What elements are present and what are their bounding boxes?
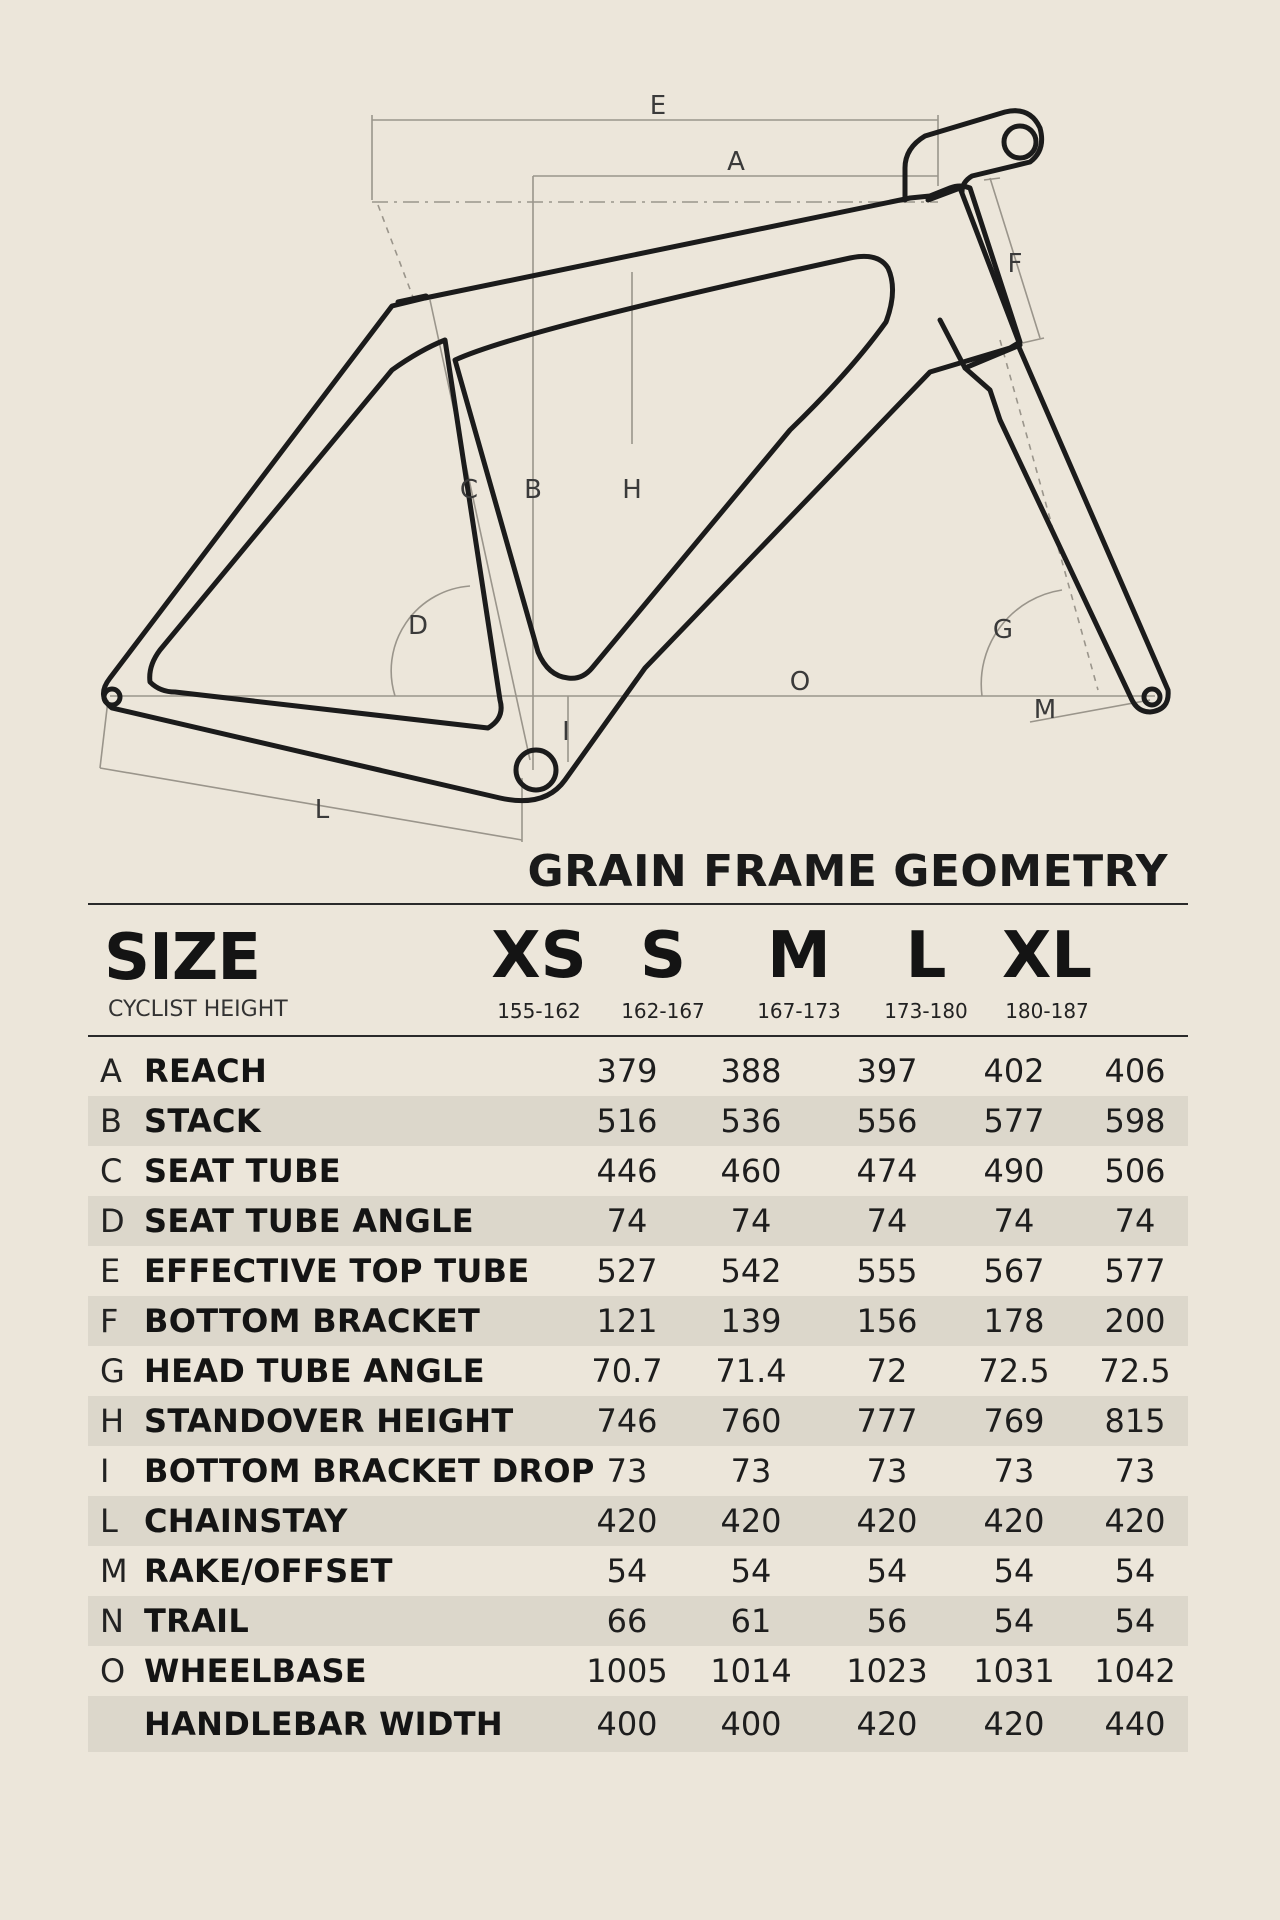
table-cell: 420: [1104, 1502, 1166, 1540]
row-label: SEAT TUBE: [144, 1152, 341, 1190]
table-cell: 815: [1104, 1402, 1166, 1440]
table-row: [88, 1296, 1188, 1346]
size-name: M: [767, 919, 831, 993]
size-heading: SIZE: [104, 921, 261, 995]
table-cell: 54: [1114, 1602, 1156, 1640]
table-cell: 400: [720, 1705, 782, 1743]
table-cell: 420: [720, 1502, 782, 1540]
table-cell: 72: [866, 1352, 908, 1390]
table-cell: 200: [1104, 1302, 1166, 1340]
table-row: [88, 1196, 1188, 1246]
table-cell: 1031: [973, 1652, 1055, 1690]
table-cell: 388: [720, 1052, 782, 1090]
table-cell: 73: [1114, 1452, 1156, 1490]
table-cell: 1023: [846, 1652, 928, 1690]
row-letter: I: [100, 1452, 110, 1490]
table-cell: 74: [993, 1202, 1035, 1240]
table-cell: 474: [856, 1152, 918, 1190]
table-cell: 74: [1114, 1202, 1156, 1240]
table-cell: 420: [856, 1705, 918, 1743]
table-cell: 516: [596, 1102, 658, 1140]
label-G: G: [992, 615, 1014, 645]
row-letter: N: [100, 1602, 124, 1640]
table-row: [88, 1496, 1188, 1546]
table-cell: 555: [856, 1252, 918, 1290]
table-row: [88, 1396, 1188, 1446]
label-C: C: [459, 475, 479, 505]
table-cell: 379: [596, 1052, 658, 1090]
table-cell: 121: [596, 1302, 658, 1340]
table-row: [88, 1246, 1188, 1296]
size-column-xs: [474, 921, 604, 1023]
table-row: [88, 1696, 1188, 1752]
table-cell: 56: [866, 1602, 908, 1640]
size-height-range: 155-162: [497, 999, 581, 1023]
table-cell: 1042: [1094, 1652, 1176, 1690]
table-row: [88, 1046, 1188, 1096]
row-letter: F: [100, 1302, 119, 1340]
row-label: BOTTOM BRACKET DROP: [144, 1452, 595, 1490]
size-column-s: [598, 921, 728, 1023]
table-cell: 440: [1104, 1705, 1166, 1743]
table-cell: 460: [720, 1152, 782, 1190]
size-height-range: 167-173: [757, 999, 841, 1023]
row-label: TRAIL: [144, 1602, 250, 1640]
geometry-table: [88, 1046, 1188, 1752]
table-cell: 420: [983, 1502, 1045, 1540]
row-letter: G: [100, 1352, 125, 1390]
cyclist-height-label: CYCLIST HEIGHT: [108, 997, 288, 1022]
table-row: [88, 1646, 1188, 1696]
bike-frame: [103, 111, 1168, 801]
table-cell: 1005: [586, 1652, 668, 1690]
size-height-range: 162-167: [621, 999, 705, 1023]
size-header: [88, 905, 1188, 1035]
table-cell: 72.5: [978, 1352, 1050, 1390]
page-title: GRAIN FRAME GEOMETRY: [527, 846, 1168, 897]
table-row: [88, 1346, 1188, 1396]
row-label: STACK: [144, 1102, 261, 1140]
table-cell: 178: [983, 1302, 1045, 1340]
label-D: D: [407, 611, 429, 641]
size-name: XS: [491, 919, 587, 993]
table-cell: 73: [993, 1452, 1035, 1490]
table-cell: 74: [730, 1202, 772, 1240]
divider: [88, 1035, 1188, 1037]
row-letter: C: [100, 1152, 123, 1190]
row-letter: O: [100, 1652, 126, 1690]
label-B: B: [524, 475, 542, 505]
table-cell: 769: [983, 1402, 1045, 1440]
table-cell: 54: [730, 1552, 772, 1590]
table-cell: 400: [596, 1705, 658, 1743]
table-cell: 54: [606, 1552, 648, 1590]
label-A: A: [727, 147, 745, 177]
table-row: [88, 1546, 1188, 1596]
table-cell: 777: [856, 1402, 918, 1440]
table-cell: 577: [1104, 1252, 1166, 1290]
table-row: [88, 1596, 1188, 1646]
label-L: L: [314, 795, 330, 825]
table-cell: 71.4: [715, 1352, 787, 1390]
size-column-l: [861, 921, 991, 1023]
table-cell: 54: [993, 1602, 1035, 1640]
label-E: E: [649, 91, 667, 121]
table-cell: 746: [596, 1402, 658, 1440]
table-cell: 420: [983, 1705, 1045, 1743]
table-cell: 542: [720, 1252, 782, 1290]
row-letter: D: [100, 1202, 125, 1240]
row-label: CHAINSTAY: [144, 1502, 348, 1540]
dimension-labels: [315, 91, 1056, 825]
size-height-range: 180-187: [1005, 999, 1089, 1023]
label-O: O: [789, 667, 811, 697]
table-row: [88, 1096, 1188, 1146]
row-letter: E: [100, 1252, 121, 1290]
table-cell: 420: [856, 1502, 918, 1540]
table-cell: 1014: [710, 1652, 792, 1690]
table-cell: 72.5: [1099, 1352, 1171, 1390]
table-cell: 536: [720, 1102, 782, 1140]
row-label: SEAT TUBE ANGLE: [144, 1202, 474, 1240]
table-cell: 74: [606, 1202, 648, 1240]
table-cell: 420: [596, 1502, 658, 1540]
table-cell: 74: [866, 1202, 908, 1240]
table-cell: 490: [983, 1152, 1045, 1190]
table-cell: 402: [983, 1052, 1045, 1090]
frame-geometry-diagram: [0, 0, 1280, 860]
size-name: S: [639, 919, 687, 993]
table-cell: 556: [856, 1102, 918, 1140]
label-M: M: [1033, 695, 1057, 725]
table-cell: 598: [1104, 1102, 1166, 1140]
row-label: HANDLEBAR WIDTH: [144, 1705, 503, 1743]
size-column-m: [734, 921, 864, 1023]
table-cell: 73: [606, 1452, 648, 1490]
table-cell: 567: [983, 1252, 1045, 1290]
table-cell: 73: [866, 1452, 908, 1490]
table-cell: 406: [1104, 1052, 1166, 1090]
table-cell: 577: [983, 1102, 1045, 1140]
row-letter: M: [100, 1552, 128, 1590]
table-cell: 527: [596, 1252, 658, 1290]
size-name: XL: [1001, 919, 1093, 993]
table-row: [88, 1446, 1188, 1496]
size-height-range: 173-180: [884, 999, 968, 1023]
row-label: EFFECTIVE TOP TUBE: [144, 1252, 530, 1290]
table-cell: 70.7: [591, 1352, 663, 1390]
table-cell: 54: [1114, 1552, 1156, 1590]
row-label: HEAD TUBE ANGLE: [144, 1352, 485, 1390]
table-cell: 73: [730, 1452, 772, 1490]
table-cell: 54: [866, 1552, 908, 1590]
row-letter: H: [100, 1402, 125, 1440]
table-cell: 156: [856, 1302, 918, 1340]
size-name: L: [905, 919, 947, 993]
label-F: F: [1007, 249, 1023, 279]
table-cell: 66: [606, 1602, 648, 1640]
row-label: RAKE/OFFSET: [144, 1552, 393, 1590]
row-letter: L: [100, 1502, 118, 1540]
row-label: BOTTOM BRACKET: [144, 1302, 481, 1340]
row-label: REACH: [144, 1052, 268, 1090]
table-cell: 54: [993, 1552, 1035, 1590]
row-letter: B: [100, 1102, 122, 1140]
table-cell: 139: [720, 1302, 782, 1340]
table-cell: 760: [720, 1402, 782, 1440]
table-cell: 506: [1104, 1152, 1166, 1190]
table-cell: 397: [856, 1052, 918, 1090]
row-letter: A: [100, 1052, 122, 1090]
label-H: H: [622, 475, 642, 505]
row-label: WHEELBASE: [144, 1652, 367, 1690]
row-label: STANDOVER HEIGHT: [144, 1402, 514, 1440]
size-column-xl: [982, 921, 1112, 1023]
table-cell: 61: [730, 1602, 772, 1640]
table-row: [88, 1146, 1188, 1196]
table-cell: 446: [596, 1152, 658, 1190]
label-I: I: [562, 717, 570, 747]
